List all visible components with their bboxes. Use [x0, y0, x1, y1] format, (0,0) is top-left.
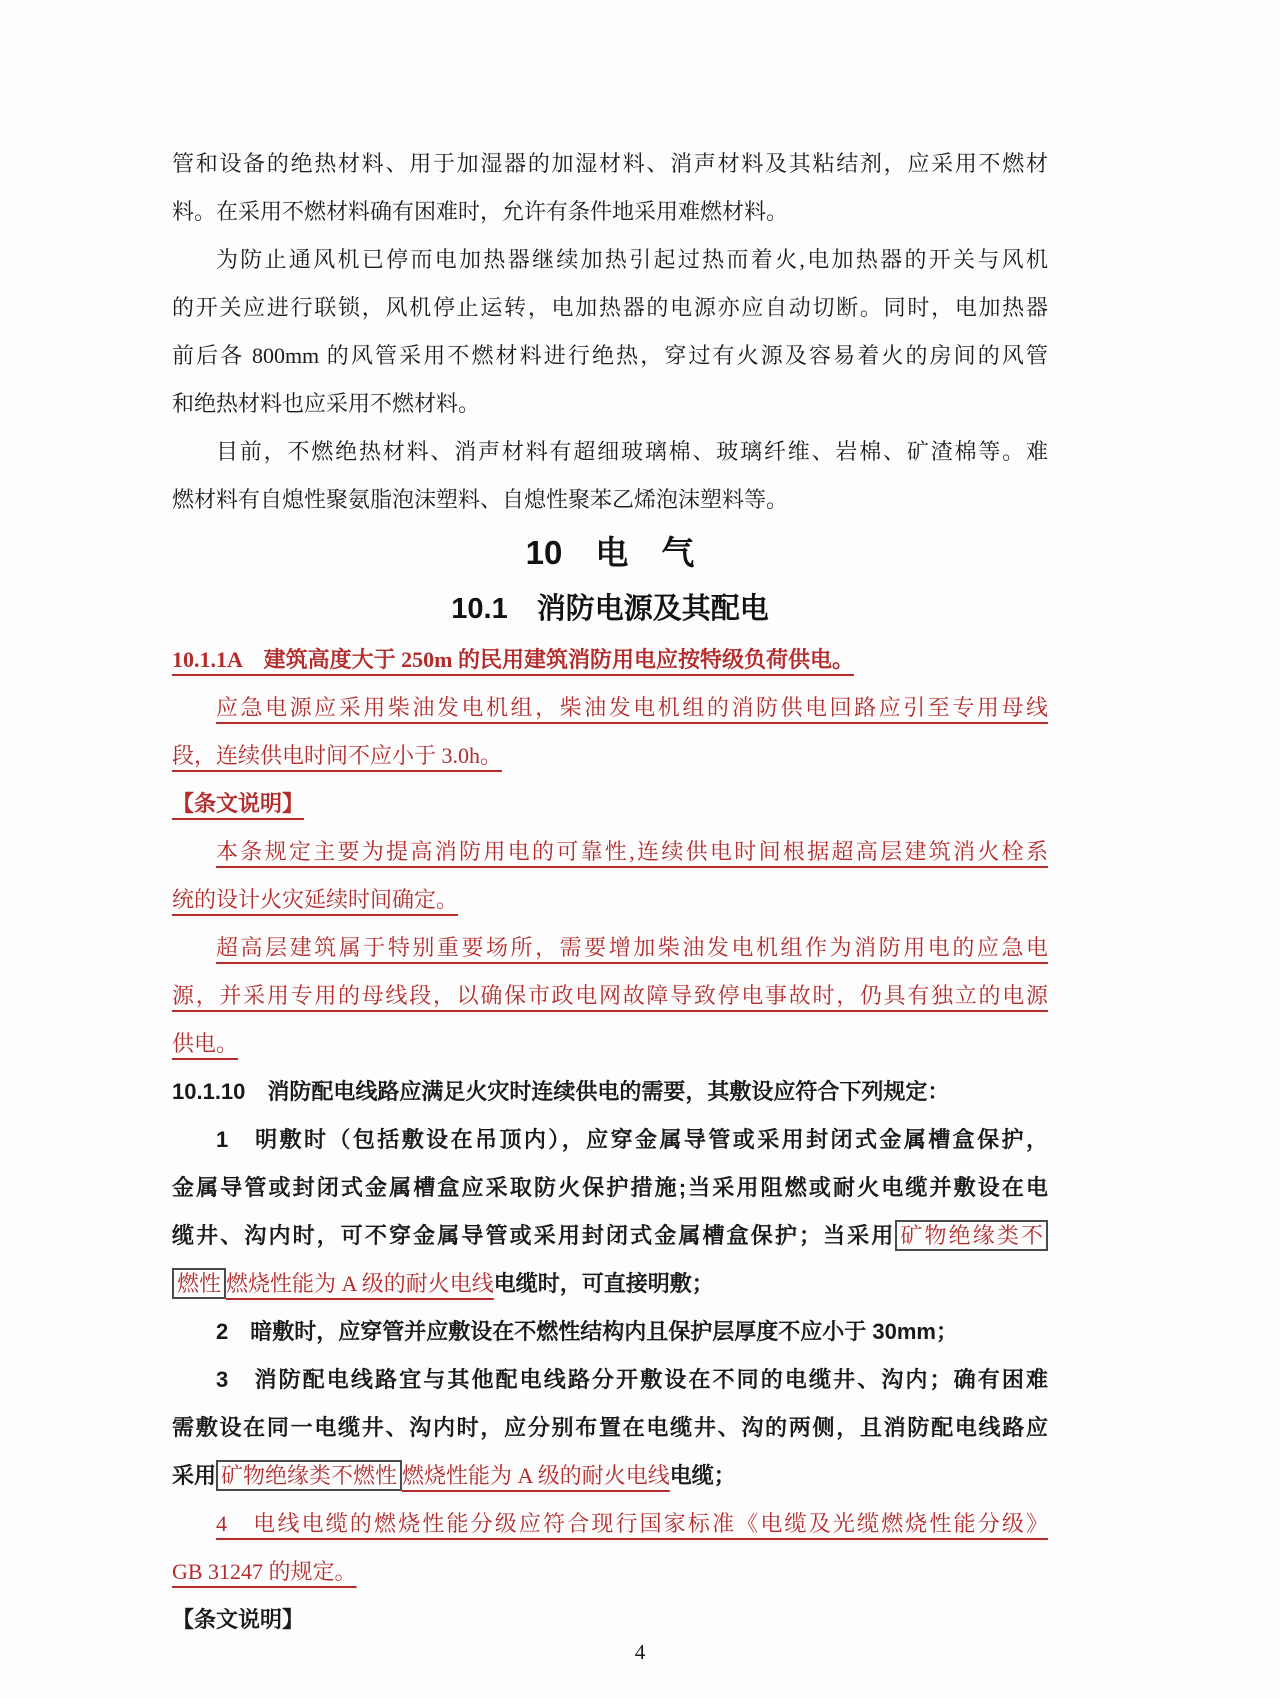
- clause-10-1-1A-line1: 10.1.1A 建筑高度大于 250m 的民用建筑消防用电应按特级负荷供电。: [172, 647, 855, 672]
- item1-line3: [172, 1212, 1048, 1260]
- section-heading: 10.1 消防电源及其配电: [451, 593, 769, 625]
- boxed-insert-mineral-1: 矿物绝缘类不: [895, 1220, 1048, 1251]
- clause-10-1-10-head: 10.1.10 消防配电线路应满足火灾时连续供电的需要，其敷设应符合下列规定：: [172, 1079, 950, 1104]
- commentary-label-red: 【条文说明】: [172, 791, 305, 816]
- clause-10-1-1A-line2: 应急电源应采用柴油发电机组，柴油发电机组的消防供电回路应引至专用母线: [216, 695, 1048, 720]
- item1-line3-text: 缆井、沟内时，可不穿金属导管或采用封闭式金属槽盒保护；当采用: [172, 1223, 896, 1248]
- commentary-label-black: 【条文说明】: [172, 1607, 305, 1632]
- item4-line1: 4 电线电缆的燃烧性能分级应符合现行国家标准《电缆及光缆燃烧性能分级》: [216, 1511, 1048, 1536]
- item3-line2: 需敷设在同一电缆井、沟内时，应分别布置在电缆井、沟的两侧，且消防配电线路应: [172, 1415, 1048, 1440]
- chapter-heading: 10 电 气: [525, 534, 695, 571]
- item4-line2: GB 31247 的规定。: [172, 1559, 357, 1584]
- commentary-red-line2: 统的设计火灾延续时间确定。: [172, 887, 459, 912]
- item3-line3: [172, 1452, 1048, 1500]
- clause-10-1-1A-line3: 段，连续供电时间不应小于 3.0h。: [172, 743, 503, 768]
- commentary-red-line1: 本条规定主要为提高消防用电的可靠性,连续供电时间根据超高层建筑消火栓系: [216, 839, 1048, 864]
- item3-line3-tail: 电缆；: [669, 1463, 736, 1488]
- para2-line2: 的开关应进行联锁，风机停止运转，电加热器的电源亦应自动切断。同时，电加热器: [172, 295, 1048, 320]
- para2-line1: 为防止通风机已停而电加热器继续加热引起过热而着火,电加热器的开关与风机: [216, 247, 1048, 272]
- para1-line1: 管和设备的绝热材料、用于加湿器的加湿材料、消声材料及其粘结剂，应采用不燃材: [172, 151, 1048, 176]
- commentary-red-line5: 供电。: [172, 1031, 239, 1056]
- para2-line4: 和绝热材料也应采用不燃材料。: [172, 391, 481, 416]
- item3-line1: 3 消防配电线路宜与其他配电线路分开敷设在不同的电缆井、沟内；确有困难: [216, 1367, 1048, 1392]
- item2-line1: 2 暗敷时，应穿管并应敷设在不燃性结构内且保护层厚度不应小于 30mm；: [216, 1319, 958, 1344]
- red-insert-fire-class-2: 燃烧性能为 A 级的耐火电线: [402, 1463, 670, 1488]
- para3-line1: 目前，不燃绝热材料、消声材料有超细玻璃棉、玻璃纤维、岩棉、矿渣棉等。难: [216, 439, 1048, 464]
- page-number: 4: [634, 1640, 646, 1664]
- document-content: [172, 140, 1048, 1644]
- boxed-insert-mineral-2: 燃性: [172, 1268, 226, 1299]
- item1-line1: 1 明敷时（包括敷设在吊顶内），应穿金属导管或采用封闭式金属槽盒保护，: [216, 1127, 1048, 1152]
- item1-line2: 金属导管或封闭式金属槽盒应采取防火保护措施;当采用阻燃或耐火电缆并敷设在电: [172, 1175, 1048, 1200]
- red-insert-fire-class: 燃烧性能为 A 级的耐火电线: [226, 1271, 494, 1296]
- item3-line3-lead: 采用: [172, 1463, 217, 1488]
- item1-line4: [172, 1260, 1048, 1308]
- para3-line2: 燃材料有自熄性聚氨脂泡沫塑料、自熄性聚苯乙烯泡沫塑料等。: [172, 487, 789, 512]
- commentary-red-line3: 超高层建筑属于特别重要场所，需要增加柴油发电机组作为消防用电的应急电: [216, 935, 1048, 960]
- para1-line2: 料。在采用不燃材料确有困难时，允许有条件地采用难燃材料。: [172, 199, 789, 224]
- para2-line3: 前后各 800mm 的风管采用不燃材料进行绝热，穿过有火源及容易着火的房间的风管: [172, 343, 1048, 368]
- boxed-insert-mineral-3: 矿物绝缘类不燃性: [216, 1460, 402, 1491]
- item1-line4-tail: 电缆时，可直接明敷；: [493, 1271, 714, 1296]
- commentary-red-line4: 源，并采用专用的母线段，以确保市政电网故障导致停电事故时，仍具有独立的电源: [172, 983, 1048, 1008]
